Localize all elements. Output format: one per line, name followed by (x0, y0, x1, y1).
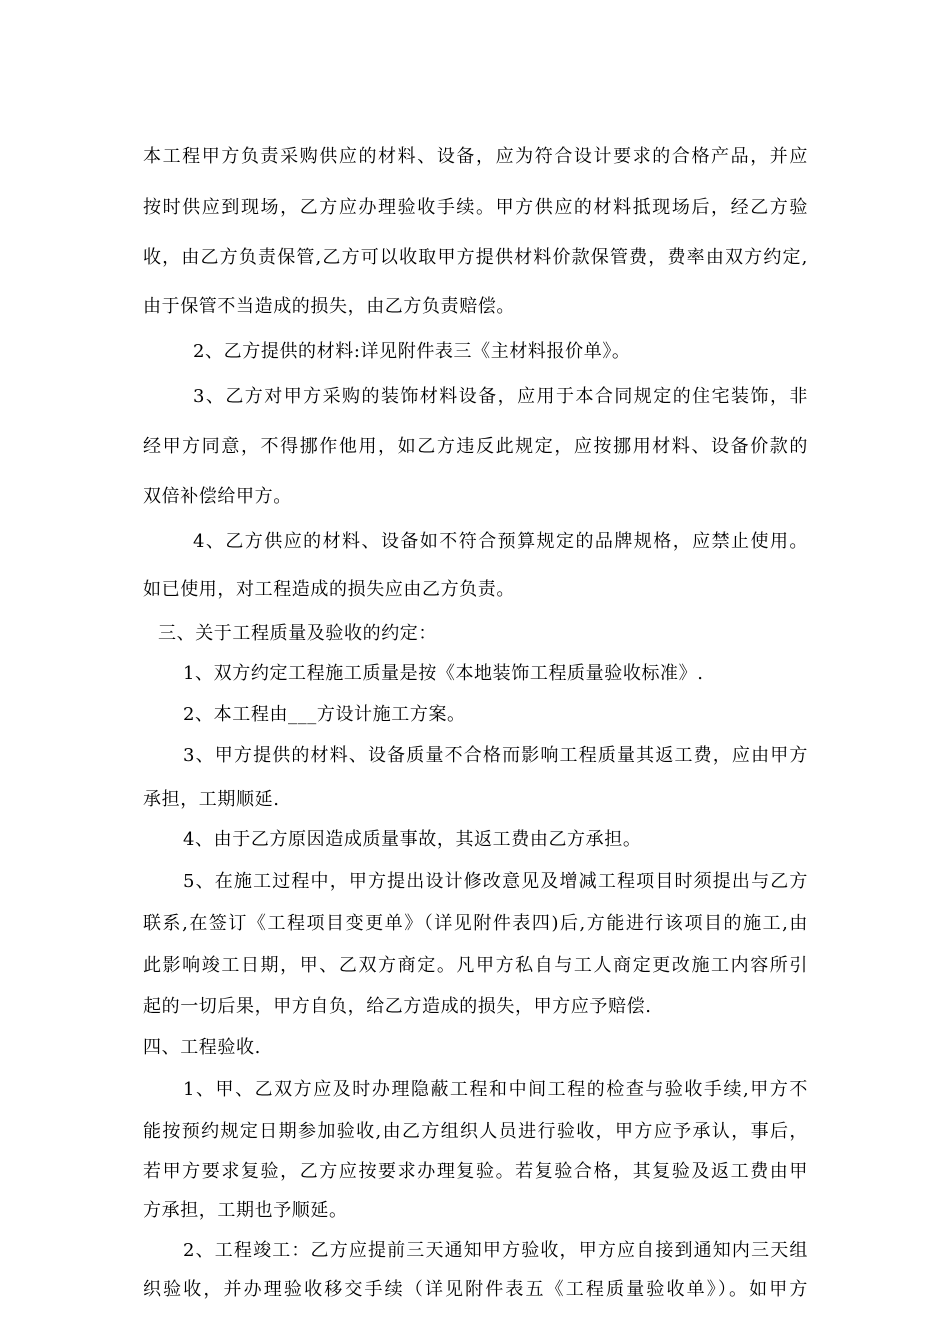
text-line: 承担，工期顺延. (143, 789, 280, 810)
text-line: 经甲方同意，不得挪作他用，如乙方违反此规定，应按挪用材料、设备价款的 (143, 436, 808, 457)
text-line: 4、乙方供应的材料、设备如不符合预算规定的品牌规格，应禁止使用。 (193, 531, 808, 552)
text-line: 收，由乙方负责保管,乙方可以收取甲方提供材料价款保管费，费率由双方约定, (143, 247, 808, 268)
text-line: 1、甲、乙双方应及时办理隐蔽工程和中间工程的检查与验收手续,甲方不 (183, 1079, 808, 1100)
text-line: 若甲方要求复验，乙方应按要求办理复验。若复验合格，其复验及返工费由甲 (143, 1161, 808, 1182)
text-line: 此影响竣工日期，甲、乙双方商定。凡甲方私自与工人商定更改施工内容所引 (143, 955, 808, 976)
text-line: 2、本工程由___方设计施工方案。 (183, 704, 466, 725)
text-line: 方承担，工期也予顺延。 (143, 1200, 348, 1221)
text-line: 5、在施工过程中，甲方提出设计修改意见及增减工程项目时须提出与乙方 (183, 871, 808, 892)
section-heading: 四、工程验收. (143, 1037, 261, 1058)
text-line: 2、乙方提供的材料:详见附件表三《主材料报价单》。 (193, 341, 631, 362)
text-line: 3、甲方提供的材料、设备质量不合格而影响工程质量其返工费，应由甲方 (183, 745, 808, 766)
text-line: 由于保管不当造成的损失，由乙方负责赔偿。 (143, 296, 515, 317)
section-heading: 三、关于工程质量及验收的约定： (158, 623, 437, 644)
text-line: 起的一切后果，甲方自负，给乙方造成的损失，甲方应予赔偿. (143, 996, 652, 1017)
text-line: 联系,在签订《工程项目变更单》（详见附件表四)后,方能进行该项目的施工,由 (143, 913, 808, 934)
text-line: 如已使用，对工程造成的损失应由乙方负责。 (143, 579, 515, 600)
text-line: 2、工程竣工：乙方应提前三天通知甲方验收，甲方应自接到通知内三天组 (183, 1240, 808, 1261)
text-line: 4、由于乙方原因造成质量事故，其返工费由乙方承担。 (183, 829, 642, 850)
text-line: 按时供应到现场，乙方应办理验收手续。甲方供应的材料抵现场后，经乙方验 (143, 197, 808, 218)
text-line: 3、乙方对甲方采购的装饰材料设备，应用于本合同规定的住宅装饰，非 (193, 386, 808, 407)
text-line: 双倍补偿给甲方。 (143, 486, 292, 507)
text-line: 织验收，并办理验收移交手续（详见附件表五《工程质量验收单》）。如甲方 (143, 1279, 808, 1300)
text-line: 能按预约规定日期参加验收,由乙方组织人员进行验收，甲方应予承认，事后， (143, 1121, 808, 1142)
text-line: 1、双方约定工程施工质量是按《本地装饰工程质量验收标准》. (183, 663, 704, 684)
text-line: 本工程甲方负责采购供应的材料、设备，应为符合设计要求的合格产品，并应 (143, 146, 808, 167)
